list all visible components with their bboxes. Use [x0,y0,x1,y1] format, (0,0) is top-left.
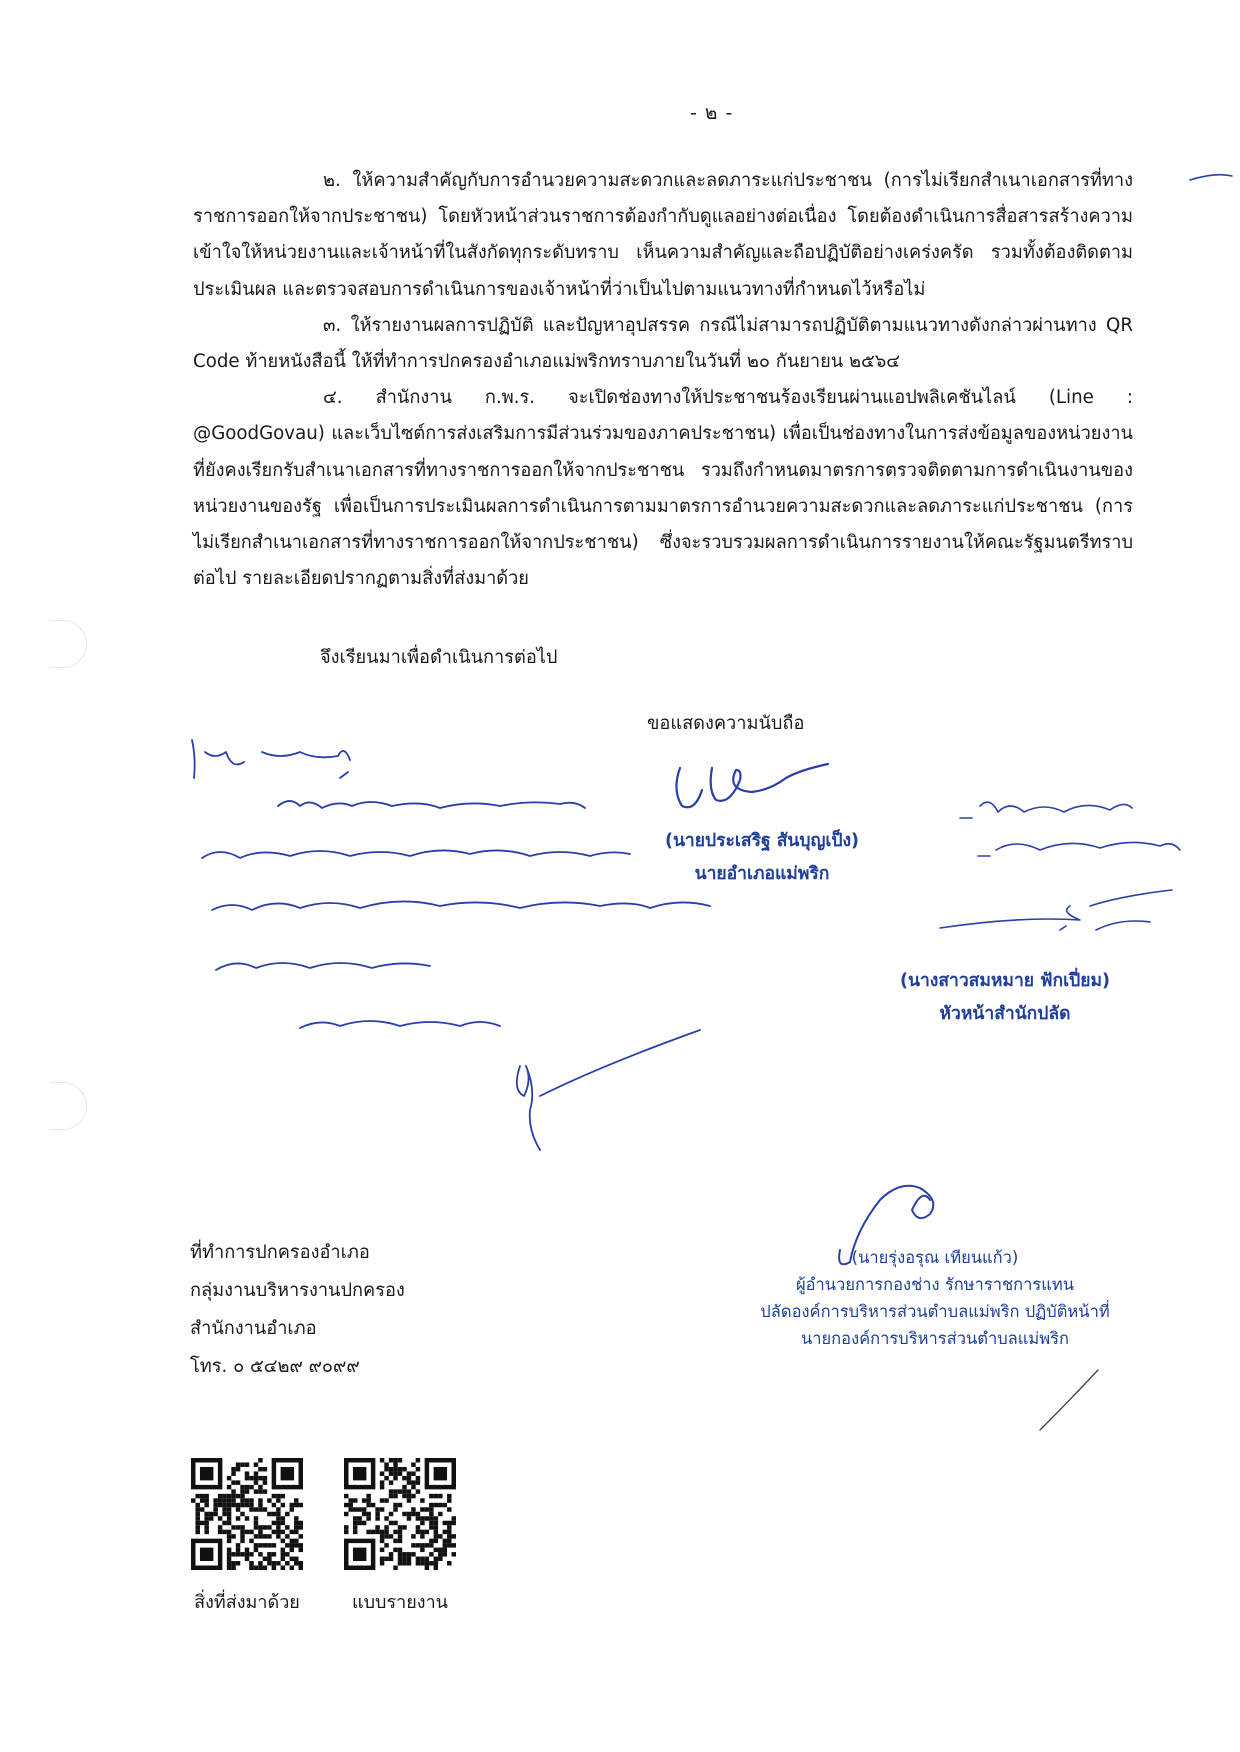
sender-phone: โทร. ๐ ๕๔๒๙ ๙๐๙๙ [190,1356,360,1377]
punch-hole-mark [50,1082,87,1130]
handwritten-note-right [940,802,1180,930]
handwritten-note [192,740,710,1150]
signatory-name: (นายประเสริฐ สันบุญเป็ง) [664,831,860,851]
closing-line: จึงเรียนมาเพื่อดำเนินการต่อไป [320,647,558,668]
qr-code-icon[interactable] [191,1458,303,1570]
signature-handwritten [517,1030,700,1150]
signatory-name: (นางสาวสมหมาย ฟักเปี่ยม) [900,971,1110,991]
signatory-title: นายอำเภอแม่พริก [694,864,830,884]
body-text [193,163,1133,597]
signatory-district-chief [612,825,912,891]
paragraph-2: ๒. ให้ความสำคัญกับการอำนวยความสะดวกและลดภาระแก่ประชาชน (การไม่เรียกสำเนาเอกสารที่ทางราชการออกให้จากประชาชน) โดยหัวหน้าส่วนราชการต้องกำกับดูแลอย่างต่อเนื่อง โดยต้องดำเนินการสื่อสารสร้างความเข้าใจให้หน่วยงานและเจ้าหน้าที่ในสังกัดทุกระดับทราบ เห็นความสำคัญและถือปฏิบัติอย่างเคร่งครัด รวมทั้งต้องติดตามประเมินผล และตรวจสอบการดำเนินการของเจ้าหน้าที่ว่าเป็นไปตามแนวทางที่กำหนดไว้หรือไม่ [193,170,1133,300]
page-number: - ๒ - [690,102,734,124]
qr-report-form[interactable] [330,1458,470,1616]
signatory-title-line: ผู้อำนวยการกองช่าง รักษาราชการแทน [795,1275,1075,1294]
paragraph-4: ๔. สำนักงาน ก.พ.ร. จะเปิดช่องทางให้ประชาชนร้องเรียนผ่านแอปพลิเคชันไลน์ (Line : @GoodGovau) และเว็บไซต์การส่งเสริมการมีส่วนร่วมของภาคประชาชน) เพื่อเป็นช่องทางในการส่งข้อมูลของหน่วยงานที่ยังคงเรียกรับสำเนาเอกสารที่ทางราชการออกให้จากประชาชน รวมถึงกำหนดมาตรการตรวจติดตามการดำเนินงานของหน่วยงานของรัฐ เพื่อเป็นการประเมินผลการดำเนินการตามมาตรการอำนวยความสะดวกและลดภาระแก่ประชาชน (การไม่เรียกสำเนาเอกสารที่ทางราชการออกให้จากประชาชน) ซึ่งจะรวบรวมผลการดำเนินการรายงานให้คณะรัฐมนตรีทราบต่อไป รายละเอียดปรากฏตามสิ่งที่ส่งมาด้วย [193,387,1133,590]
sender-line: สำนักงานอำเภอ [190,1318,317,1339]
signature-district-chief [676,764,828,807]
signatory-office-head [845,965,1165,1031]
paragraph-3: ๓. ให้รายงานผลการปฏิบัติ และปัญหาอุปสรรค กรณีไม่สามารถปฏิบัติตามแนวทางดังกล่าวผ่านทาง QR Code ท้ายหนังสือนี้ ให้ที่ทำการปกครองอำเภอแม่พริกทราบภายในวันที่ ๒๐ กันยายน ๒๕๖๔ [193,314,1133,373]
signatory-acting-mayor [735,1244,1135,1352]
signatory-title-line: ปลัดองค์การบริหารส่วนตำบลแม่พริก ปฏิบัติหน้าที่ [760,1302,1110,1321]
qr-caption: แบบรายงาน [352,1592,448,1613]
qr-caption: สิ่งที่ส่งมาด้วย [194,1592,300,1613]
signature-office-head [940,890,1172,930]
sender-block [190,1234,405,1386]
respect-line: ขอแสดงความนับถือ [647,713,805,734]
punch-hole-mark [50,620,87,668]
qr-attachment[interactable] [177,1458,317,1616]
sender-line: กลุ่มงานบริหารงานปกครอง [190,1280,405,1301]
qr-code-icon[interactable] [344,1458,456,1570]
signatory-name: (นายรุ่งอรุณ เทียนแก้ว) [851,1248,1019,1267]
sender-line: ที่ทำการปกครองอำเภอ [190,1242,370,1263]
signatory-title-line: นายกองค์การบริหารส่วนตำบลแม่พริก [800,1329,1070,1348]
signatory-title: หัวหน้าสำนักปลัด [939,1004,1071,1024]
